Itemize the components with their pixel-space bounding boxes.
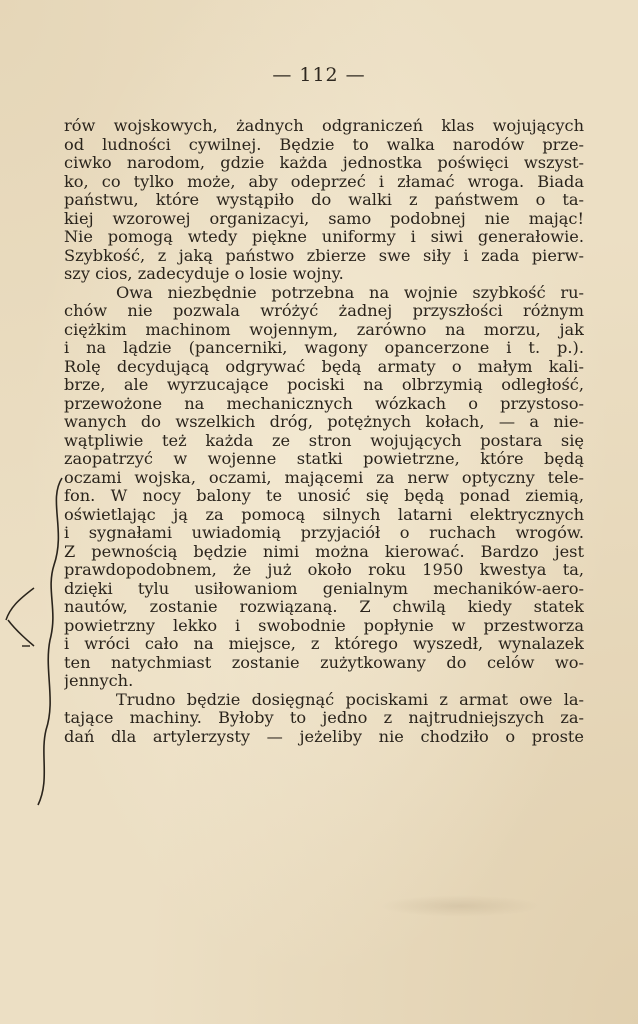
text-line: Nie pomogą wtedy piękne uniformy i siwi generałowie. bbox=[64, 228, 584, 246]
text-line: szy cios, zadecyduje o losie wojny. bbox=[64, 265, 344, 283]
text-line: Trudno będzie dosięgnąć pociskami z armat owe la- bbox=[116, 690, 584, 709]
text-line: od ludności cywilnej. Będzie to walka narodów prze- bbox=[64, 135, 584, 154]
text-line: Rolę decydującą odgrywać będą armaty o małym kali- bbox=[64, 357, 584, 376]
text-line: dań dla artylerzysty — jeżeliby nie chodziło o proste bbox=[64, 727, 584, 746]
text-line: jennych. bbox=[64, 672, 134, 690]
text-line: i sygnałami uwiadomią przyjaciół o ruchach wrogów. bbox=[64, 524, 584, 542]
text-line: powietrzny lekko i swobodnie popłynie w przestworza bbox=[64, 616, 584, 635]
text-line: i na lądzie (pancerniki, wagony opancerzone i t. p.). bbox=[64, 339, 584, 357]
text-line: chów nie pozwala wróżyć żadnej przyszłości różnym bbox=[64, 302, 584, 320]
body-text bbox=[64, 117, 584, 746]
text-line: i wróci cało na miejsce, z którego wyszedł, wynalazek bbox=[64, 635, 584, 653]
text-line: brze, ale wyrzucające pociski na olbrzymią odległość, bbox=[64, 376, 584, 394]
text-line: prawdopodobnem, że już około roku 1950 kwestya ta, bbox=[64, 561, 584, 579]
text-line: fon. W nocy balony te unosić się będą ponad ziemią, bbox=[64, 487, 584, 505]
text-line: rów wojskowych, żadnych odgraniczeń klas wojujących bbox=[64, 117, 584, 135]
text-line: nautów, zostanie rozwiązaną. Z chwilą kiedy statek bbox=[64, 598, 584, 616]
text-line: Szybkość, z jaką państwo zbierze swe siły i zada pierw- bbox=[64, 246, 584, 265]
page-number: — 112 — bbox=[272, 64, 366, 86]
text-line: ko, co tylko może, aby odeprzeć i złamać wroga. Biada bbox=[64, 172, 584, 191]
text-line: oświetlając ją za pomocą silnych latarni elektrycznych bbox=[64, 505, 584, 524]
text-line: ciężkim machinom wojennym, zarówno na morzu, jak bbox=[64, 320, 584, 339]
text-line: przewożone na mechanicznych wózkach o przystoso- bbox=[64, 394, 584, 413]
text-line: wanych do wszelkich dróg, potężnych kołach, — a nie- bbox=[64, 413, 584, 431]
paper-stain bbox=[380, 895, 540, 917]
text-line: wątpliwie też każda ze stron wojujących postara się bbox=[64, 431, 584, 450]
text-line: kiej wzorowej organizacyi, samo podobnej nie mając! bbox=[64, 209, 584, 228]
text-line: państwu, które wystąpiło do walki z państwem o ta- bbox=[64, 191, 584, 209]
text-line: Owa niezbędnie potrzebna na wojnie szybkość ru- bbox=[116, 283, 584, 302]
text-line: Z pewnością będzie nimi można kierować. Bardzo jest bbox=[64, 542, 584, 561]
text-line: ciwko narodom, gdzie każda jednostka poświęci wszyst- bbox=[64, 154, 584, 172]
text-line: oczami wojska, oczami, mającemi za nerw optyczny tele- bbox=[64, 468, 584, 487]
text-line: ten natychmiast zostanie zużytkowany do celów wo- bbox=[64, 653, 584, 672]
text-line: dzięki tylu usiłowaniom genialnym mechaników-aero- bbox=[64, 579, 584, 598]
text-line: zaopatrzyć w wojenne statki powietrzne, które będą bbox=[64, 450, 584, 468]
margin-bracket-annotation bbox=[0, 470, 70, 810]
text-line: tające machiny. Byłoby to jedno z najtrudniejszych za- bbox=[64, 709, 584, 727]
